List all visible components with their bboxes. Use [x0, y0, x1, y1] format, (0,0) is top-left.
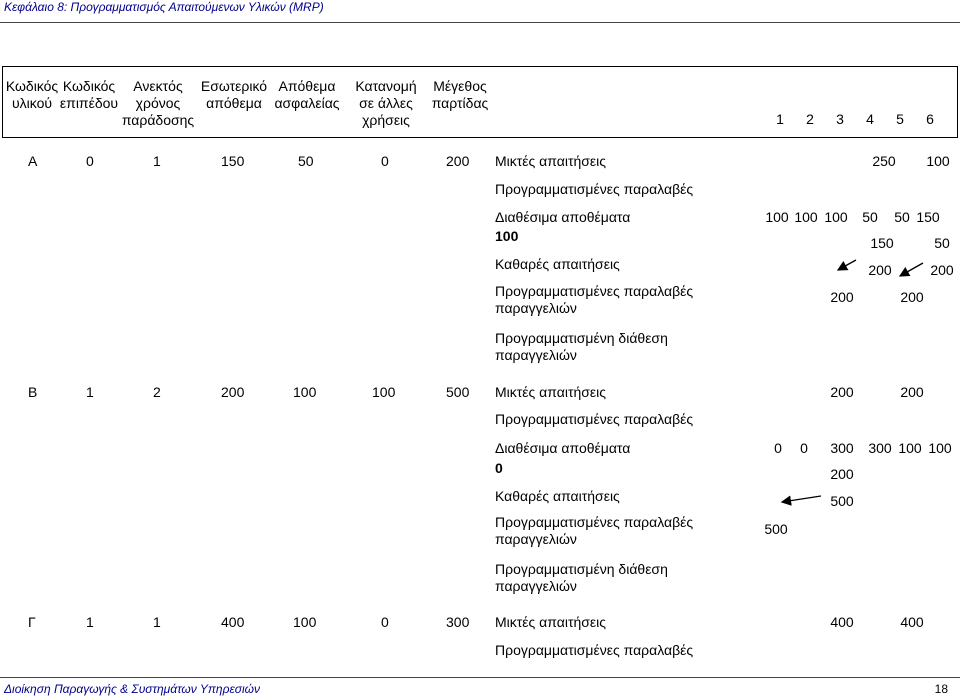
item-b-gross-label: Μικτές απαιτήσεις [495, 384, 606, 400]
item-a-scheduled-label: Προγραμματισμένες παραλαβές [495, 181, 694, 197]
item-c-safety: 100 [293, 614, 317, 630]
item-a-avail-p6: 150 [916, 209, 940, 225]
item-b-avail-p1: 0 [774, 440, 782, 456]
header-lot-size: Μέγεθος παρτίδας [431, 78, 489, 111]
item-c-allocated: 0 [381, 614, 389, 630]
item-b-available-label: Διαθέσιμα αποθέματα [495, 440, 631, 456]
header-period-3: 3 [836, 111, 844, 127]
item-c-lead: 1 [153, 614, 161, 630]
item-a-level: 0 [86, 153, 94, 169]
item-a-avail-p3: 100 [824, 209, 848, 225]
item-a-receipts-p4: 200 [830, 289, 854, 305]
item-b-planned-receipts-label: Προγραμματισμένες παραλαβές παραγγελιών [495, 514, 694, 547]
item-b-lot: 500 [446, 384, 470, 400]
item-b-receipts-p2: 500 [764, 521, 788, 537]
header-internal-stock: Εσωτερικό απόθεμα [200, 78, 268, 111]
header-safety-stock: Απόθεμα ασφαλείας [274, 78, 340, 111]
item-b-avail-p2: 0 [800, 440, 808, 456]
item-a-gross-p5: 250 [872, 153, 896, 169]
item-a-lot: 200 [446, 153, 470, 169]
item-b-planned-release-label: Προγραμματισμένη διάθεση παραγγελιών [495, 561, 668, 594]
item-a-planned-receipts-label: Προγραμματισμένες παραλαβές παραγγελιών [495, 283, 694, 316]
item-b-lead: 2 [153, 384, 161, 400]
running-footer: Διοίκηση Παραγωγής & Συστημάτων Υπηρεσιών [4, 682, 260, 696]
item-a-planned-release-label: Προγραμματισμένη διάθεση παραγγελιών [495, 330, 668, 363]
header-period-6: 6 [926, 111, 934, 127]
item-a-avail-p2: 100 [794, 209, 818, 225]
item-b-avail-p4: 300 [868, 440, 892, 456]
item-a-gross-p6: 100 [926, 153, 950, 169]
item-b-available-start: 0 [495, 460, 503, 476]
header-item-code: Κωδικός υλικού [5, 78, 59, 111]
item-b-code: Β [28, 384, 38, 400]
item-a-receipts-p6: 200 [900, 289, 924, 305]
arrow-b-p3 [782, 496, 821, 502]
item-a-avail2-p6: 50 [934, 235, 950, 251]
header-lead-time: Ανεκτός χρόνος παράδοσης [121, 78, 195, 128]
arrow-a-p5 [838, 260, 856, 270]
item-b-scheduled-label: Προγραμματισμένες παραλαβές [495, 411, 694, 427]
item-c-lot: 300 [446, 614, 470, 630]
item-a-safety: 50 [298, 153, 314, 169]
item-b-safety: 100 [293, 384, 317, 400]
item-a-lead: 1 [153, 153, 161, 169]
item-c-gross-p4: 400 [830, 614, 854, 630]
running-header: Κεφάλαιο 8: Προγραμματισμός Απαιτούμενων Υλικών (MRP) [4, 0, 324, 14]
item-a-net-p6: 200 [930, 262, 954, 278]
item-a-avail2-p5: 150 [870, 235, 894, 251]
item-a-allocated: 0 [381, 153, 389, 169]
item-b-gross-p6: 200 [900, 384, 924, 400]
footer-rule [0, 677, 960, 678]
item-c-code: Γ [28, 614, 36, 630]
item-a-net-p5: 200 [868, 262, 892, 278]
item-a-stock: 150 [221, 153, 245, 169]
item-a-avail-p1: 100 [765, 209, 789, 225]
item-b-avail-p6: 100 [928, 440, 952, 456]
item-c-level: 1 [86, 614, 94, 630]
arrow-a-p6 [900, 263, 923, 276]
item-a-avail-p4: 50 [862, 209, 878, 225]
item-b-avail-p5: 100 [898, 440, 922, 456]
item-b-level: 1 [86, 384, 94, 400]
header-period-5: 5 [896, 111, 904, 127]
item-a-avail-p5: 50 [894, 209, 910, 225]
item-b-net-p3: 500 [830, 493, 854, 509]
header-level-code: Κωδικός επιπέδου [59, 78, 119, 111]
item-b-stock: 200 [221, 384, 245, 400]
item-a-gross-label: Μικτές απαιτήσεις [495, 153, 606, 169]
item-a-net-label: Καθαρές απαιτήσεις [495, 256, 620, 272]
item-a-code: Α [28, 153, 38, 169]
header-period-2: 2 [806, 111, 814, 127]
item-b-net-label: Καθαρές απαιτήσεις [495, 488, 620, 504]
item-b-avail-p3: 300 [830, 440, 854, 456]
header-period-4: 4 [866, 111, 874, 127]
item-a-available-start: 100 [495, 228, 519, 244]
item-b-allocated: 100 [372, 384, 396, 400]
item-b-gross-p4: 200 [830, 384, 854, 400]
item-c-stock: 400 [221, 614, 245, 630]
page-number: 18 [934, 682, 948, 696]
header-allocated: Κατανομή σε άλλες χρήσεις [355, 78, 417, 128]
item-c-gross-p6: 400 [900, 614, 924, 630]
item-c-gross-label: Μικτές απαιτήσεις [495, 614, 606, 630]
item-b-avail2-p3: 200 [830, 466, 854, 482]
header-period-1: 1 [776, 111, 784, 127]
item-c-scheduled-label: Προγραμματισμένες παραλαβές [495, 642, 694, 658]
item-a-available-label: Διαθέσιμα αποθέματα [495, 209, 631, 225]
